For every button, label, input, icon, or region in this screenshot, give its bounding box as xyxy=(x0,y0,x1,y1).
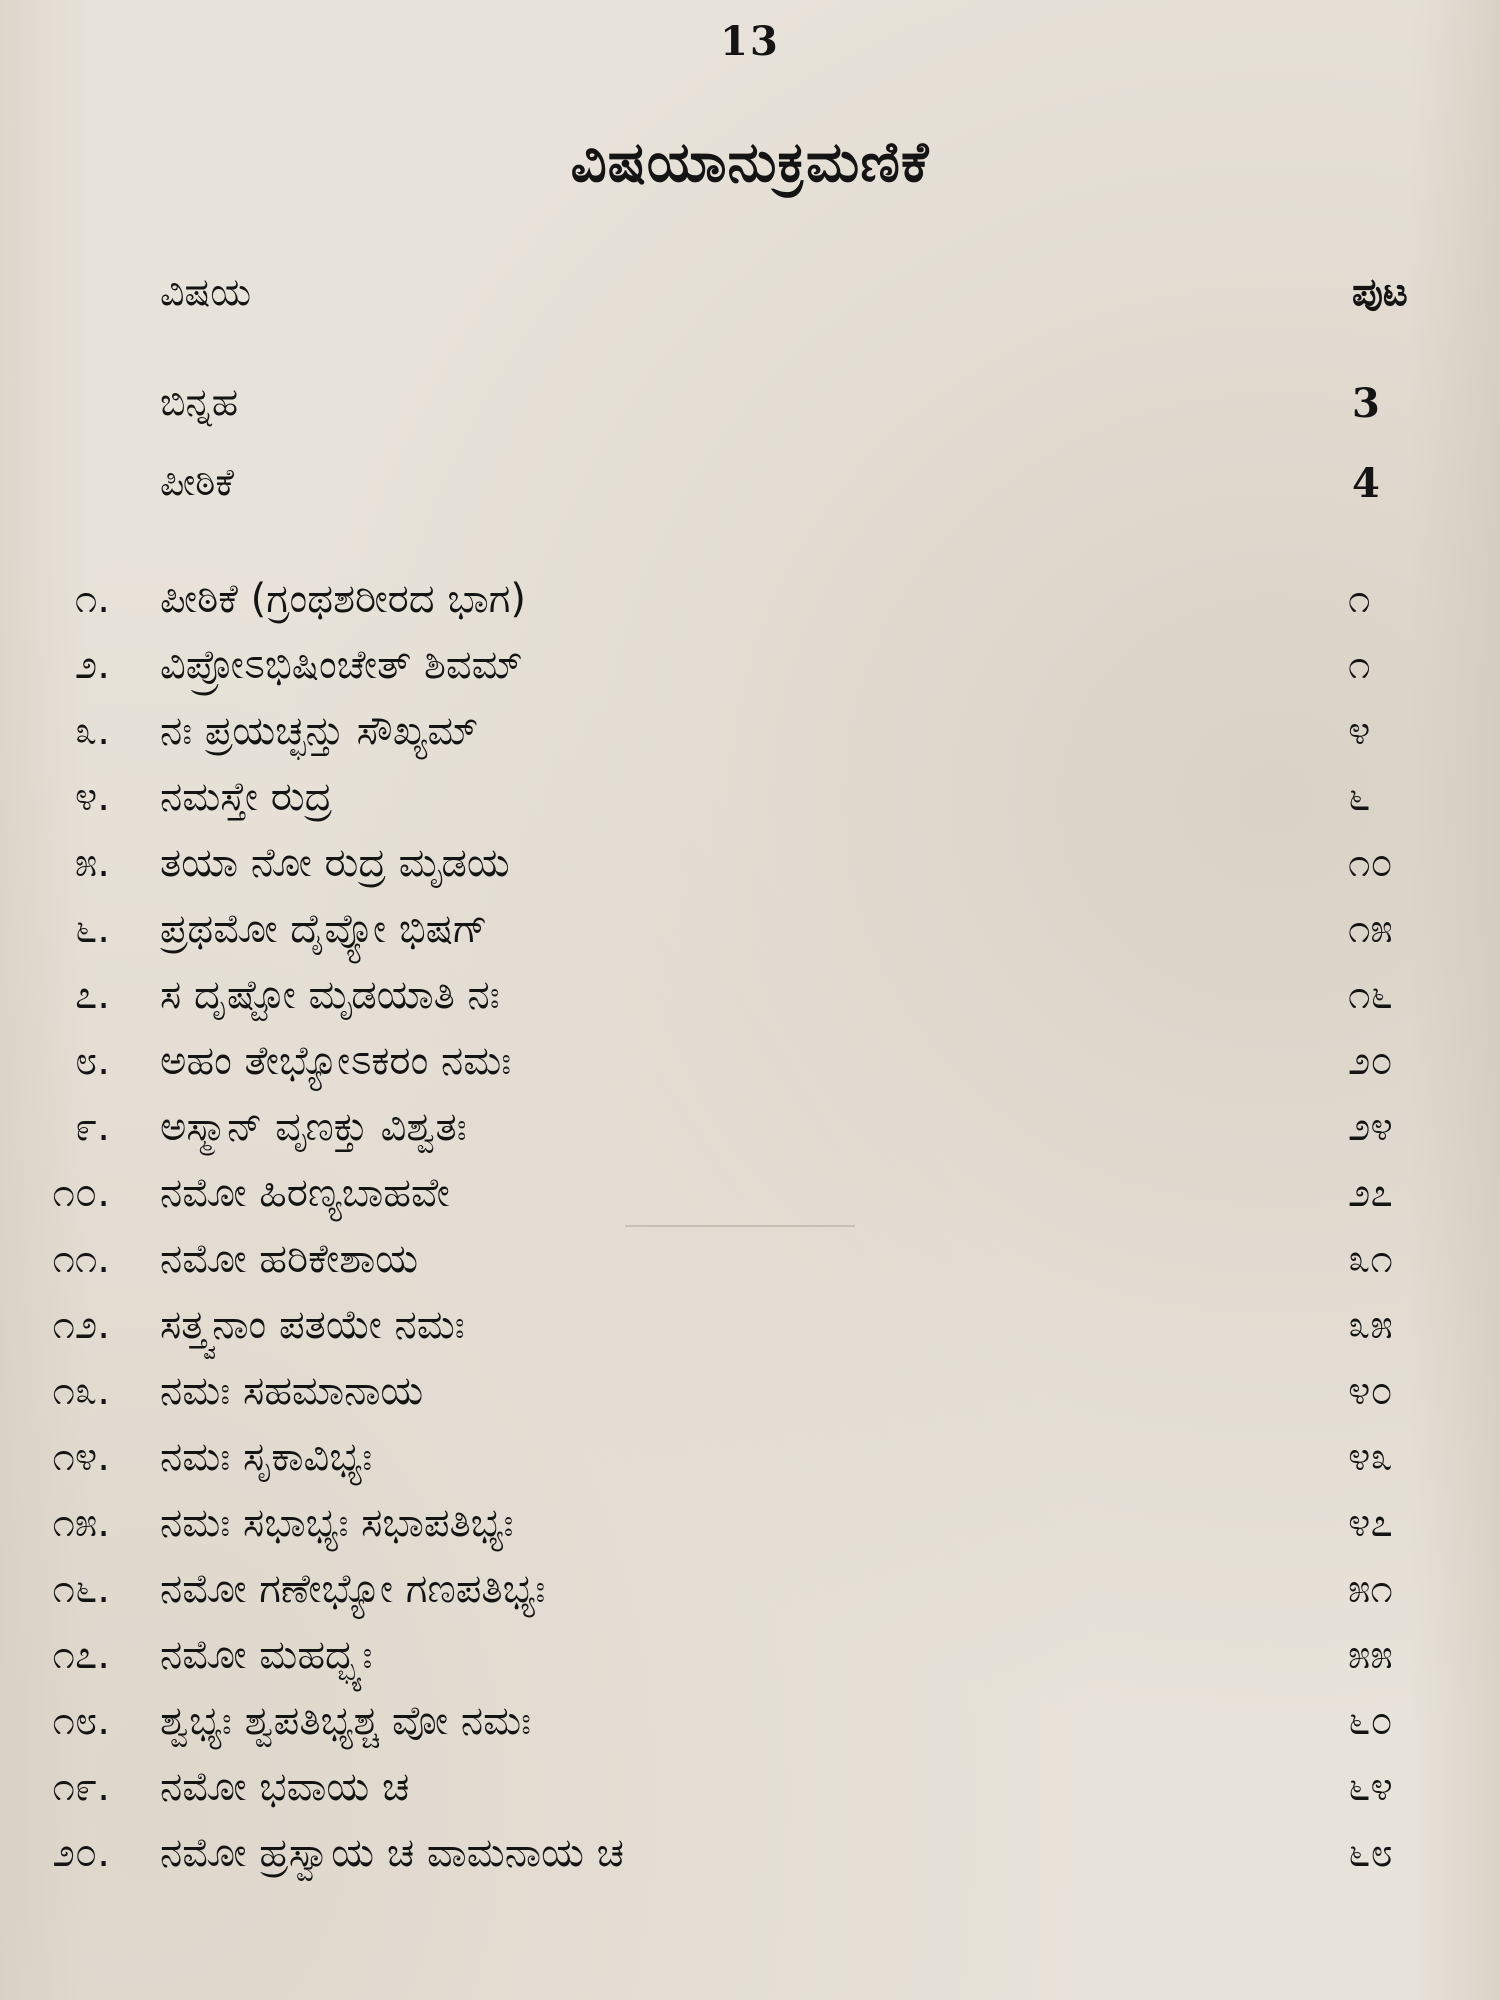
entry-number: ೨. xyxy=(74,642,110,688)
front-matter-page: 4 xyxy=(1352,460,1380,507)
entry-title: ಪ್ರಥಮೋ ದೈವ್ಯೋ ಭಿಷಗ್ xyxy=(160,906,488,952)
entry-number: ೫. xyxy=(74,840,110,886)
entry-page: ೬೪ xyxy=(1348,1764,1393,1810)
entry-title: ನಮೋ ಮಹದ್ಭ್ಯಃ xyxy=(160,1632,373,1678)
contents-entry xyxy=(0,1104,1500,1166)
contents-entry xyxy=(0,642,1500,704)
entry-page: ೨೭ xyxy=(1348,1170,1393,1216)
entry-title: ಅಹಂ ತೇಭ್ಯೋಽಕರಂ ನಮಃ xyxy=(160,1038,512,1084)
entry-title: ವಿಪ್ರೋಽಭಿಷಿಂಚೇತ್ ಶಿವಮ್ xyxy=(160,642,523,688)
contents-entry xyxy=(0,1236,1500,1298)
contents-entry xyxy=(0,1170,1500,1232)
bleed-through-rule xyxy=(625,1225,855,1227)
entry-title: ಅಸ್ಮಾನ್ ವೃಣಕ್ತು ವಿಶ್ವತಃ xyxy=(160,1104,467,1150)
entry-page: ೧೦ xyxy=(1348,840,1393,886)
entry-title: ಸತ್ತ್ವನಾಂ ಪತಯೇ ನಮಃ xyxy=(160,1302,465,1348)
entry-title: ಪೀಠಿಕೆ (ಗ್ರಂಥಶರೀರದ ಭಾಗ) xyxy=(160,576,527,622)
entry-page: ೪೦ xyxy=(1348,1368,1393,1414)
entry-number: ೧೯. xyxy=(52,1764,110,1810)
contents-entry xyxy=(0,972,1500,1034)
entry-number: ೮. xyxy=(74,1038,110,1084)
entry-page: ೬ xyxy=(1348,774,1371,820)
contents-entry xyxy=(0,1830,1500,1892)
contents-entry xyxy=(0,840,1500,902)
entry-page: ೧ xyxy=(1348,576,1371,622)
entry-number: ೧೪. xyxy=(52,1434,110,1480)
entry-page: ೪೩ xyxy=(1348,1434,1393,1480)
contents-entry xyxy=(0,1632,1500,1694)
entry-title: ನಮೋ ಹ್ರಸ್ವಾಯ ಚ ವಾಮನಾಯ ಚ xyxy=(160,1830,624,1876)
front-matter-title: ಪೀಠಿಕೆ xyxy=(160,460,234,504)
entry-number: ೧೬. xyxy=(52,1566,110,1612)
entry-page: ೧ xyxy=(1348,642,1371,688)
entry-page: ೩೫ xyxy=(1348,1302,1393,1348)
entry-title: ತಯಾ ನೋ ರುದ್ರ ಮೃಡಯ xyxy=(160,840,510,886)
entry-page: ೫೧ xyxy=(1348,1566,1393,1612)
entry-title: ನಮೋ ಹರಿಕೇಶಾಯ xyxy=(160,1236,419,1282)
entry-number: ೧. xyxy=(74,576,110,622)
entry-number: ೧೩. xyxy=(52,1368,110,1414)
entry-number: ೭. xyxy=(74,972,110,1018)
entry-page: ೩೧ xyxy=(1348,1236,1393,1282)
entry-title: ನಃ ಪ್ರಯಚ್ಛನ್ತು ಸೌಖ್ಯಮ್ xyxy=(160,708,479,754)
entry-title: ನಮೋ ಭವಾಯ ಚ xyxy=(160,1764,410,1810)
entry-number: ೨೦. xyxy=(52,1830,110,1876)
entry-title: ನಮಃ ಸಹಮಾನಾಯ xyxy=(160,1368,424,1414)
entry-number: ೯. xyxy=(74,1104,110,1150)
entry-page: ೧೫ xyxy=(1348,906,1393,952)
front-matter-row xyxy=(0,460,1500,520)
entry-number: ೧೦. xyxy=(52,1170,110,1216)
entry-number: ೬. xyxy=(74,906,110,952)
entry-title: ನಮಃ ಸಭಾಭ್ಯಃ ಸಭಾಪತಿಭ್ಯಃ xyxy=(160,1500,514,1546)
front-matter-title: ಬಿನ್ನಹ xyxy=(160,380,239,424)
entry-page: ೨೪ xyxy=(1348,1104,1393,1150)
entry-page: ೪ xyxy=(1348,708,1371,754)
page-title: ವಿಷಯಾನುಕ್ರಮಣಿಕೆ xyxy=(570,130,930,195)
entry-number: ೧೧. xyxy=(52,1236,110,1282)
entry-title: ಶ್ವಭ್ಯಃ ಶ್ವಪತಿಭ್ಯಶ್ಚ ವೋ ನಮಃ xyxy=(160,1698,532,1744)
contents-entry xyxy=(0,708,1500,770)
contents-entry xyxy=(0,774,1500,836)
page-column-label: ಪುಟ xyxy=(1352,270,1408,314)
column-header-row xyxy=(0,270,1500,330)
entry-title: ನಮೋ ಗಣೇಭ್ಯೋ ಗಣಪತಿಭ್ಯಃ xyxy=(160,1566,546,1612)
entry-number: ೪. xyxy=(74,774,110,820)
entry-page: ೪೭ xyxy=(1348,1500,1393,1546)
entry-title: ನಮೋ ಹಿರಣ್ಯಬಾಹವೇ xyxy=(160,1170,450,1216)
entry-number: ೩. xyxy=(74,708,110,754)
contents-entry xyxy=(0,906,1500,968)
entry-page: ೬೮ xyxy=(1348,1830,1393,1876)
entry-number: ೧೮. xyxy=(52,1698,110,1744)
subject-column-label: ವಿಷಯ xyxy=(160,270,252,314)
contents-entry xyxy=(0,1566,1500,1628)
contents-entry xyxy=(0,1698,1500,1760)
contents-entry xyxy=(0,576,1500,638)
contents-entry xyxy=(0,1302,1500,1364)
entry-page: ೫೫ xyxy=(1348,1632,1393,1678)
page-number: 13 xyxy=(720,18,780,65)
entry-page: ೧೬ xyxy=(1348,972,1393,1018)
entry-page: ೨೦ xyxy=(1348,1038,1393,1084)
front-matter-row xyxy=(0,380,1500,440)
contents-entry xyxy=(0,1368,1500,1430)
contents-entry xyxy=(0,1764,1500,1826)
contents-entry xyxy=(0,1500,1500,1562)
contents-entry xyxy=(0,1434,1500,1496)
entry-number: ೧೨. xyxy=(52,1302,110,1348)
front-matter-page: 3 xyxy=(1352,380,1380,427)
contents-entry xyxy=(0,1038,1500,1100)
entry-page: ೬೦ xyxy=(1348,1698,1393,1744)
entry-title: ಸ ದೃಷ್ಟೋ ಮೃಡಯಾತಿ ನಃ xyxy=(160,972,500,1018)
entry-title: ನಮಸ್ತೇ ರುದ್ರ xyxy=(160,774,333,820)
entry-title: ನಮಃ ಸೃಕಾವಿಭ್ಯಃ xyxy=(160,1434,373,1480)
entry-number: ೧೭. xyxy=(52,1632,110,1678)
entry-number: ೧೫. xyxy=(52,1500,110,1546)
